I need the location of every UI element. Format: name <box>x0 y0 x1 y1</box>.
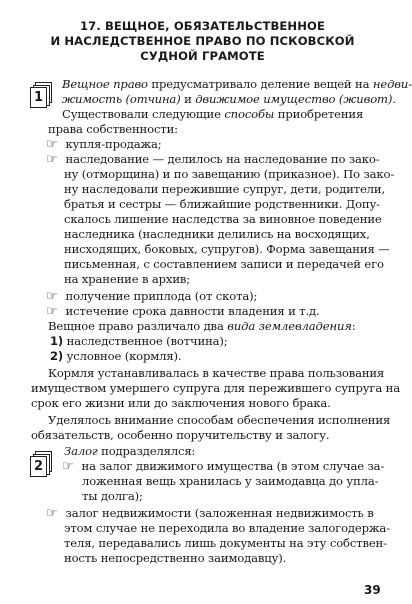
text-line: жимость (отчина) и движимое имущество (живот). <box>62 92 396 106</box>
text-line: скалось лишение наследства за виновное поведение <box>64 212 382 226</box>
text-line: ность непосредственно заимодавцу). <box>64 551 287 565</box>
list-item: ☞ истечение срока давности владения и т.д. <box>46 304 320 319</box>
text-line: ну наследовали пережившие супруг, дети, родители, <box>64 182 385 196</box>
text-line: имуществом умершего супруга для пережившего супруга на <box>31 381 400 395</box>
pointing-hand-icon: ☞ <box>46 304 58 319</box>
pointing-hand-icon: ☞ <box>46 152 58 167</box>
stacked-pages-icon <box>30 82 52 106</box>
text-line: Залог подразделялся: <box>64 444 196 458</box>
numbered-item: 2) условное (кормля). <box>50 349 182 363</box>
text-line: теля, передавались лишь документы на эту собствен- <box>64 536 387 550</box>
marker-number: 1 <box>30 87 47 108</box>
text-line: наследника (наследники делились на восходящих, <box>64 227 370 241</box>
text-line: обязательств, особенно поручительству и залогу. <box>31 428 330 442</box>
pointing-hand-icon: ☞ <box>46 506 58 521</box>
list-item: ☞ на залог движимого имущества (в этом случае за- <box>62 459 385 474</box>
heading-line-1: 17. ВЕЩНОЕ, ОБЯЗАТЕЛЬСТВЕННОЕ <box>80 19 325 33</box>
text-line: права собственности: <box>48 122 178 136</box>
heading-line-3: СУДНОЙ ГРАМОТЕ <box>140 49 265 63</box>
text-line: письменная, с составлением записи и передачей его <box>64 257 384 271</box>
text-line: Вещное право предусматривало деление вещей на недви- <box>62 77 412 91</box>
list-item: ☞ купля-продажа; <box>46 137 162 152</box>
marker-number: 2 <box>30 456 47 477</box>
text-line: Кормля устанавливалась в качестве права пользования <box>48 366 385 380</box>
text-line: Вещное право различало два вида землевладения: <box>48 319 356 333</box>
text-line: Уделялось внимание способам обеспечения исполнения <box>48 413 391 427</box>
text-line: нисходящих, боковых, супругов). Форма завещания — <box>64 242 390 256</box>
page-number: 39 <box>364 583 381 597</box>
heading-line-2: И НАСЛЕДСТВЕННОЕ ПРАВО ПО ПСКОВСКОЙ <box>50 34 355 48</box>
stacked-pages-icon <box>30 451 52 475</box>
text-line: ложенная вещь хранилась у заимодавца до упла- <box>82 474 379 488</box>
text-line: ну (отморщина) и по завещанию (приказное). По зако- <box>64 167 395 181</box>
pointing-hand-icon: ☞ <box>46 289 58 304</box>
list-item: ☞ залог недвижимости (заложенная недвижимость в <box>46 506 374 521</box>
text-line: срок его жизни или до заключения нового брака. <box>31 396 331 410</box>
list-item: ☞ наследование — делилось на наследование по зако- <box>46 152 380 167</box>
pointing-hand-icon: ☞ <box>46 137 58 152</box>
text-line: братья и сестры — ближайшие родственники. Допу- <box>64 197 380 211</box>
pointing-hand-icon: ☞ <box>62 459 74 474</box>
text-line: на хранение в архив; <box>64 272 191 286</box>
text-line: Существовали следующие способы приобретения <box>62 107 364 121</box>
list-item: ☞ получение приплода (от скота); <box>46 289 258 304</box>
text-line: ты долга); <box>82 489 143 503</box>
numbered-item: 1) наследственное (вотчина); <box>50 334 228 348</box>
section-heading <box>40 19 365 64</box>
text-line: этом случае не переходила во владение залогодержа- <box>64 521 390 535</box>
